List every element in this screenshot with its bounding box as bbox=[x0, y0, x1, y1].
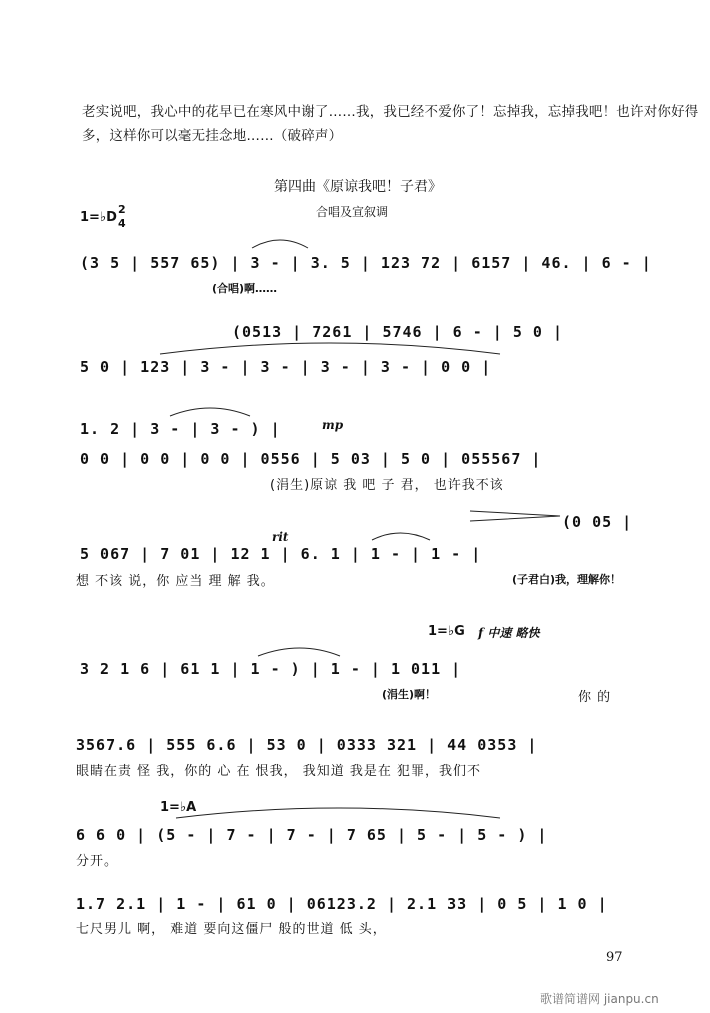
system-4-upper-right: (0 05 | bbox=[562, 513, 633, 531]
slur-4 bbox=[372, 533, 430, 540]
system-5-lyrics: (涓生)啊！ bbox=[382, 688, 437, 701]
watermark: 歌谱简谱网 jianpu.cn bbox=[540, 992, 659, 1006]
system-3-notes: 0 0 | 0 0 | 0 0 | 0556 | 5 03 | 5 0 | 055567 | bbox=[80, 450, 542, 468]
crescendo-hairpin bbox=[470, 511, 560, 521]
slur-3 bbox=[160, 343, 500, 354]
system-5-notes: 3 2 1 6 | 61 1 | 1 - ) | 1 - | 1 011 | bbox=[80, 660, 462, 678]
key-signature: 1=♭D bbox=[80, 210, 117, 225]
system-6-notes: 3567.6 | 555 6.6 | 53 0 | 0333 321 | 44 0353 | bbox=[76, 736, 538, 754]
song-subtitle: 合唱及宣叙调 bbox=[316, 205, 389, 219]
prose-line-1: 老实说吧，我心中的花早已在寒风中谢了……我，我已经不爱你了！忘掉我，忘掉我吧！也许对你好得 bbox=[82, 104, 699, 120]
slur-1 bbox=[252, 240, 308, 248]
system-4-notes: 5 067 | 7 01 | 12 1 | 6. 1 | 1 - | 1 - | bbox=[80, 545, 482, 563]
system-7-notes: 6 6 0 | (5 - | 7 - | 7 - | 7 65 | 5 - | 5 - ) | bbox=[76, 826, 548, 844]
system-3-upper: 1. 2 | 3 - | 3 - ) | bbox=[80, 420, 281, 438]
tempo-marking: f 中速 略快 bbox=[478, 626, 540, 640]
system-7-lyrics: 分开。 bbox=[76, 854, 119, 869]
system-5-lyrics-right: 你 的 bbox=[578, 690, 612, 705]
time-denominator: 4 bbox=[118, 217, 126, 230]
slur-6 bbox=[176, 808, 500, 818]
slur-5 bbox=[258, 648, 340, 656]
system-8-lyrics: 七尺男儿 啊， 难道 要向这僵尸 般的世道 低 头， bbox=[76, 922, 387, 937]
prose-line-2: 多，这样你可以毫无挂念地……（破碎声） bbox=[82, 128, 343, 144]
page-number: 97 bbox=[606, 950, 623, 965]
system-6-lyrics: 眼睛在责 怪 我，你的 心 在 恨我， 我知道 我是在 犯罪，我们不 bbox=[76, 764, 482, 779]
system-1-lyrics: (合唱)啊…… bbox=[212, 282, 278, 295]
tempo-rit: rit bbox=[272, 530, 289, 544]
time-numerator: 2 bbox=[118, 203, 126, 216]
system-2-notes: 5 0 | 123 | 3 - | 3 - | 3 - | 3 - | 0 0 | bbox=[80, 358, 492, 376]
system-1-notes: (3 5 | 557 65) | 3 - | 3. 5 | 123 72 | 6157 | 46. | 6 - | bbox=[80, 254, 652, 272]
system-8-notes: 1.7 2.1 | 1 - | 61 0 | 06123.2 | 2.1 33 | 0 5 | 1 0 | bbox=[76, 895, 608, 913]
system-3-lyrics: (涓生)原谅 我 吧 子 君， 也许我不该 bbox=[270, 478, 504, 493]
slur-2 bbox=[170, 408, 250, 416]
key-change-a: 1=♭A bbox=[160, 800, 197, 815]
system-4-aside: (子君白)我，理解你！ bbox=[512, 573, 622, 586]
system-2-upper: (0513 | 7261 | 5746 | 6 - | 5 0 | bbox=[232, 323, 564, 341]
key-change-g: 1=♭G bbox=[428, 624, 465, 639]
dynamic-mp: mp bbox=[322, 418, 344, 432]
system-4-lyrics: 想 不该 说，你 应当 理 解 我。 bbox=[76, 574, 275, 589]
song-title: 第四曲《原谅我吧！子君》 bbox=[274, 179, 442, 195]
